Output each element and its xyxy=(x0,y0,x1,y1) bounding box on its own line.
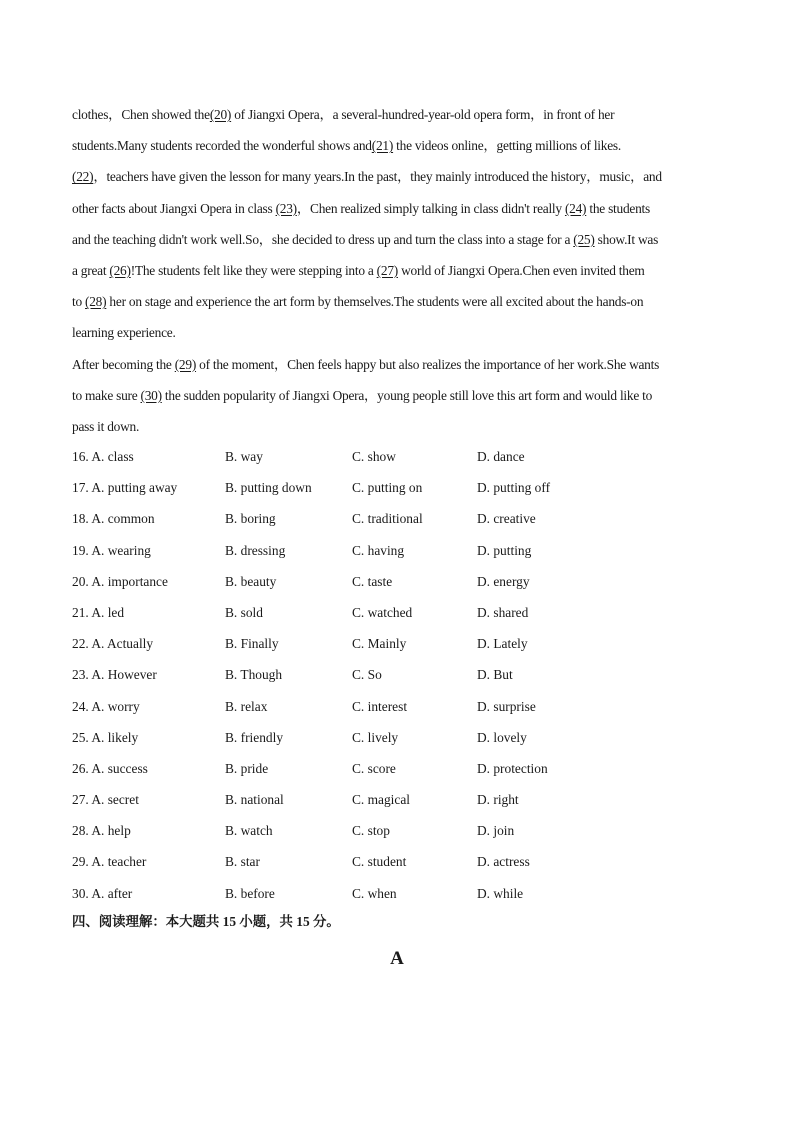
option-a: 22. A. Actually xyxy=(72,636,154,652)
passage-text: to make sure xyxy=(72,387,141,403)
option-b: B. watch xyxy=(225,823,273,839)
question-row xyxy=(72,691,722,722)
question-row xyxy=(72,753,722,784)
option-d: D. putting xyxy=(477,542,532,558)
option-a: 24. A. worry xyxy=(72,698,140,714)
option-d: D. shared xyxy=(477,604,529,620)
passage-text: ，teachers have given the lesson for many years.In the past，they mainly introduced the history，music，and xyxy=(93,169,662,185)
option-a: 16. A. class xyxy=(72,449,134,464)
passage-text: of Jiangxi Opera，a several-hundred-year-old opera form，in front of her xyxy=(231,107,615,122)
question-row xyxy=(72,659,722,690)
part-letter: A xyxy=(390,948,404,969)
option-d: D. join xyxy=(477,823,515,839)
option-c: C. taste xyxy=(352,573,393,589)
option-a: 18. A. common xyxy=(72,511,155,527)
blank-24: (24) xyxy=(564,200,587,216)
option-b: B. pride xyxy=(225,760,269,776)
option-d: D. protection xyxy=(477,760,548,776)
option-a: 23. A. However xyxy=(72,667,157,683)
option-a: 19. A. wearing xyxy=(72,542,151,558)
option-d: D. while xyxy=(477,885,524,901)
option-a: 29. A. teacher xyxy=(72,854,147,870)
answer-options xyxy=(72,441,722,909)
blank-25: (25) xyxy=(573,231,595,247)
option-b: B. national xyxy=(225,792,284,808)
option-d: D. Lately xyxy=(477,636,528,652)
option-d: D. dance xyxy=(477,449,525,464)
option-a: 25. A. likely xyxy=(72,729,139,745)
option-b: B. dressing xyxy=(225,542,286,558)
passage-line xyxy=(72,411,722,442)
blank-29: (29) xyxy=(174,356,197,372)
passage-text: and the teaching didn't work well.So，she decided to dress up and turn the class into a stage for a xyxy=(72,231,574,247)
option-d: D. actress xyxy=(477,854,530,870)
question-row xyxy=(72,815,722,846)
question-row xyxy=(72,846,722,877)
question-row xyxy=(72,784,722,815)
option-c: C. magical xyxy=(352,792,411,808)
option-b: B. putting down xyxy=(225,480,312,496)
passage-line xyxy=(72,317,722,348)
question-row xyxy=(72,535,722,566)
question-row xyxy=(72,597,722,628)
passage-line xyxy=(72,99,722,130)
option-b: B. friendly xyxy=(225,729,284,745)
option-c: C. lively xyxy=(352,729,399,745)
question-row xyxy=(72,628,722,659)
option-b: B. boring xyxy=(225,511,276,527)
passage-text: students.Many students recorded the wonderful shows and xyxy=(72,138,372,154)
option-a: 20. A. importance xyxy=(72,573,168,589)
option-b: B. way xyxy=(225,449,263,464)
option-a: 27. A. secret xyxy=(72,792,139,808)
passage-text: After becoming the xyxy=(72,356,175,372)
passage-text: of the moment，Chen feels happy but also realizes the importance of her work.She wants xyxy=(196,356,660,372)
option-b: B. sold xyxy=(225,604,263,620)
option-b: B. Though xyxy=(225,667,283,683)
passage-text: the videos online，getting millions of likes. xyxy=(393,138,621,154)
passage-line xyxy=(72,349,722,380)
section-heading: 四、阅读理解：本大题共 15 小题，共 15 分。 xyxy=(72,914,340,929)
passage-text: !The students felt like they were stepping into a xyxy=(130,262,377,278)
option-c: C. putting on xyxy=(352,480,423,496)
blank-21: (21) xyxy=(371,138,394,154)
option-d: D. But xyxy=(477,667,513,683)
option-b: B. before xyxy=(225,885,275,901)
option-c: C. So xyxy=(352,667,382,683)
option-c: C. interest xyxy=(352,698,408,714)
option-c: C. when xyxy=(352,885,397,901)
passage-line xyxy=(72,286,722,317)
blank-27: (27) xyxy=(376,262,398,278)
option-d: D. energy xyxy=(477,573,530,589)
option-b: B. star xyxy=(225,854,260,870)
option-d: D. creative xyxy=(477,511,536,527)
option-c: C. show xyxy=(352,449,396,464)
passage-text: world of Jiangxi Opera.Chen even invited them xyxy=(397,262,645,278)
cloze-passage xyxy=(72,99,722,442)
passage-line xyxy=(72,130,722,161)
option-d: D. right xyxy=(477,792,519,808)
option-c: C. stop xyxy=(352,823,390,839)
option-b: B. relax xyxy=(225,698,268,714)
question-row xyxy=(72,722,722,753)
option-a: 28. A. help xyxy=(72,823,131,839)
option-c: C. having xyxy=(352,542,405,558)
passage-text: the students xyxy=(586,200,650,216)
option-a: 30. A. after xyxy=(72,885,133,901)
passage-text: to xyxy=(72,294,86,310)
passage-text: show.It was xyxy=(594,231,659,247)
passage-line xyxy=(72,224,722,255)
question-row xyxy=(72,441,722,472)
passage-text: other facts about Jiangxi Opera in class xyxy=(72,200,276,216)
question-row xyxy=(72,472,722,503)
option-c: C. student xyxy=(352,854,407,870)
blank-22: (22) xyxy=(72,169,94,185)
question-row xyxy=(72,878,722,909)
blank-20: (20) xyxy=(209,107,232,122)
passage-line xyxy=(72,380,722,411)
blank-26: (26) xyxy=(109,262,131,278)
blank-28: (28) xyxy=(85,294,107,310)
passage-line xyxy=(72,193,722,224)
blank-30: (30) xyxy=(140,387,162,403)
passage-text: her on stage and experience the art form by themselves.The students were all excited about the hands-on xyxy=(106,294,644,310)
option-c: C. Mainly xyxy=(352,636,407,652)
blank-23: (23) xyxy=(275,200,297,216)
passage-text: learning experience. xyxy=(72,325,176,341)
passage-text: clothes，Chen showed the xyxy=(72,107,210,122)
option-c: C. score xyxy=(352,760,396,776)
option-b: B. Finally xyxy=(225,636,279,652)
passage-line xyxy=(72,255,722,286)
option-a: 17. A. putting away xyxy=(72,480,178,496)
passage-line xyxy=(72,161,722,192)
option-d: D. surprise xyxy=(477,698,536,714)
passage-text: a great xyxy=(72,262,110,278)
option-d: D. putting off xyxy=(477,480,551,496)
question-row xyxy=(72,566,722,597)
option-d: D. lovely xyxy=(477,729,527,745)
option-a: 21. A. led xyxy=(72,604,125,620)
question-row xyxy=(72,503,722,534)
passage-text: the sudden popularity of Jiangxi Opera，young people still love this art form and would like to xyxy=(161,387,653,403)
passage-text: pass it down. xyxy=(72,418,140,434)
passage-text: ，Chen realized simply talking in class didn't really xyxy=(296,200,565,216)
option-c: C. traditional xyxy=(352,511,423,527)
option-b: B. beauty xyxy=(225,573,277,589)
option-a: 26. A. success xyxy=(72,760,148,776)
option-c: C. watched xyxy=(352,604,413,620)
